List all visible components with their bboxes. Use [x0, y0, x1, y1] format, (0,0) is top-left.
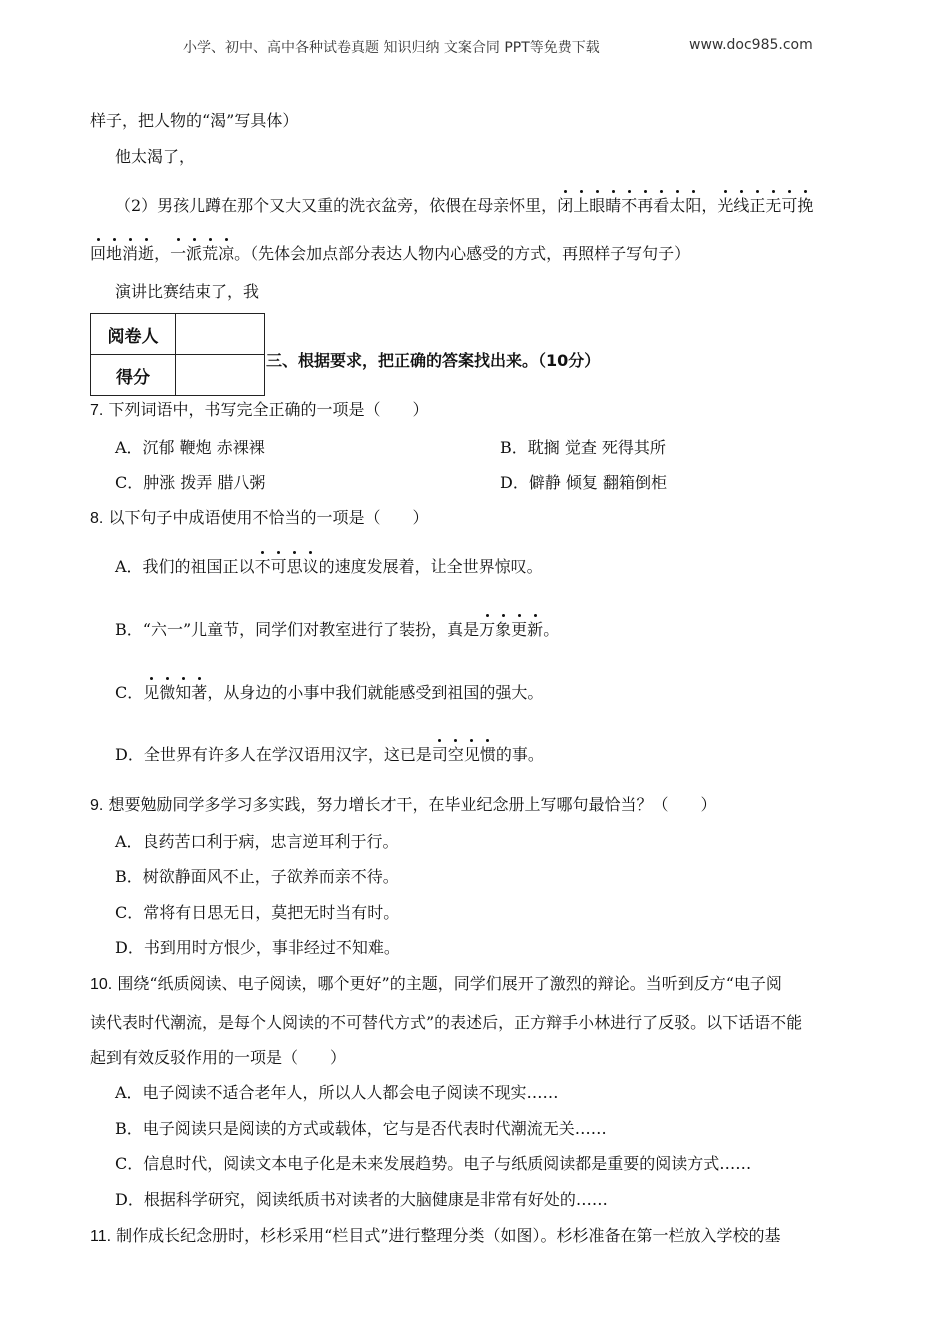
option-text: B．“六一”儿童节，同学们对教室进行了装扮，真是	[115, 620, 480, 639]
q10-stem-line1	[90, 973, 782, 996]
q7-option-d: D．僻静 倾复 翻箱倒柜	[500, 473, 668, 492]
idiom-emphasis	[432, 745, 496, 764]
q8-option-b	[115, 619, 559, 641]
q2-text: ，	[701, 196, 718, 215]
emphasis-char: 正	[749, 196, 766, 215]
emphasis-char: 太	[669, 196, 686, 215]
option-text: D．全世界有许多人在学汉语用汉字，这已是	[115, 745, 432, 764]
q2-emphasis	[717, 196, 813, 215]
emphasis-char: 线	[733, 196, 750, 215]
emphasis-char: 阳	[685, 196, 702, 215]
idiom-emphasis	[479, 620, 543, 639]
emphasis-char: 无	[765, 196, 782, 215]
emphasis-char: 荒	[202, 244, 219, 263]
emphasis-char: 更	[511, 620, 528, 639]
option-text: C．	[115, 683, 144, 702]
emphasis-char: 空	[447, 745, 464, 764]
q2-line2	[90, 243, 690, 265]
emphasis-char: 睛	[605, 196, 622, 215]
emphasis-char: 知	[175, 683, 192, 702]
q2-emphasis	[170, 244, 234, 263]
header-site-text: 小学、初中、高中各种试卷真题 知识归纳 文案合同 PPT等免费下载	[183, 40, 600, 56]
sentence-line: 他太渴了，	[115, 147, 196, 166]
reviewer-blank	[176, 314, 265, 355]
question-text: 下列词语中，书写完全正确的一项是（ ）	[108, 400, 429, 419]
q9-option-b: B．树欲静面风不止，子欲养而亲不待。	[115, 867, 399, 886]
score-blank	[176, 355, 265, 396]
reviewer-label: 阅卷人	[91, 314, 176, 355]
emphasis-char: 司	[431, 745, 448, 764]
emphasis-char: 可	[781, 196, 798, 215]
emphasis-char: 万	[479, 620, 496, 639]
q7-option-b: B．耽搁 觉查 死得其所	[500, 438, 666, 457]
q10-stem-line2: 读代表时代潮流，是每个人阅读的不可替代方式”的表述后，正方辩手小林进行了反驳。以下话语不能	[90, 1013, 803, 1032]
sentence-line: 样子，把人物的“渴”写具体）	[90, 111, 299, 130]
question-number: 9.	[90, 797, 104, 814]
emphasis-char: 见	[463, 745, 480, 764]
emphasis-char: 著	[191, 683, 208, 702]
header-url[interactable]: www.doc985.com	[689, 37, 813, 53]
q7-option-a: A．沉郁 鞭炮 赤裸裸	[115, 438, 265, 457]
emphasis-char: 看	[653, 196, 670, 215]
option-text: 。	[543, 620, 560, 639]
question-number: 10.	[90, 976, 113, 993]
emphasis-char: 眼	[589, 196, 606, 215]
emphasis-char: 议	[302, 557, 319, 576]
q10-option-d: D．根据科学研究，阅读纸质书对读者的大脑健康是非常有好处的……	[115, 1190, 608, 1209]
emphasis-char: 不	[254, 557, 271, 576]
emphasis-char: 再	[637, 196, 654, 215]
q2-emphasis	[90, 244, 154, 263]
q10-option-b: B．电子阅读只是阅读的方式或载体，它与是否代表时代潮流无关……	[115, 1119, 607, 1138]
emphasis-char: 不	[621, 196, 638, 215]
q9-option-d: D．书到用时方恨少，事非经过不知难。	[115, 938, 400, 957]
emphasis-char: 象	[495, 620, 512, 639]
question-text: 想要勉励同学多学习多实践，努力增长才干，在毕业纪念册上写哪句最恰当？（ ）	[108, 795, 717, 814]
q7-option-c: C．肿涨 拨弄 腊八粥	[115, 473, 266, 492]
emphasis-char: 地	[106, 244, 123, 263]
q10-option-c: C．信息时代，阅读文本电子化是未来发展趋势。电子与纸质阅读都是重要的阅读方式……	[115, 1154, 752, 1173]
option-text: A．我们的祖国正以	[115, 557, 255, 576]
question-number: 11.	[90, 1228, 112, 1245]
score-table	[90, 313, 265, 396]
emphasis-char: 挽	[797, 196, 814, 215]
question-text: 制作成长纪念册时，杉杉采用“栏目式”进行整理分类（如图）。杉杉准备在第一栏放入学校的基	[116, 1226, 781, 1245]
q10-stem-line3: 起到有效反驳作用的一项是（ ）	[90, 1048, 347, 1067]
q9-option-a: A．良药苦口利于病，忠言逆耳利于行。	[115, 832, 399, 851]
emphasis-char: 派	[186, 244, 203, 263]
option-text: ，从身边的小事中我们就能感受到祖国的强大。	[207, 683, 544, 702]
emphasis-char: 一	[170, 244, 187, 263]
q8-option-a	[115, 556, 543, 578]
emphasis-char: 上	[573, 196, 590, 215]
emphasis-char: 微	[159, 683, 176, 702]
emphasis-char: 闭	[557, 196, 574, 215]
emphasis-char: 思	[286, 557, 303, 576]
section-title: 三、根据要求，把正确的答案找出来。（10分）	[266, 351, 601, 370]
q8-stem	[90, 507, 428, 530]
idiom-emphasis	[143, 683, 207, 702]
emphasis-char: 惯	[479, 745, 496, 764]
q10-option-a: A．电子阅读不适合老年人，所以人人都会电子阅读不现实……	[115, 1083, 559, 1102]
q11-stem	[90, 1225, 781, 1248]
question-number: 7.	[90, 402, 104, 419]
q2-text: ，	[154, 244, 171, 263]
question-number: 8.	[90, 510, 104, 527]
emphasis-char: 回	[90, 244, 107, 263]
emphasis-char: 可	[270, 557, 287, 576]
practice-line: 演讲比赛结束了，我	[115, 282, 260, 301]
score-label: 得分	[91, 355, 176, 396]
q9-option-c: C．常将有日思无日，莫把无时当有时。	[115, 903, 400, 922]
q9-stem	[90, 794, 716, 817]
q2-line1	[115, 195, 813, 217]
q8-option-d	[115, 744, 544, 766]
q7-stem	[90, 399, 428, 422]
emphasis-char: 新	[527, 620, 544, 639]
emphasis-char: 逝	[138, 244, 155, 263]
q2-emphasis	[557, 196, 701, 215]
q8-option-c	[115, 682, 543, 704]
question-text: 围绕“纸质阅读、电子阅读，哪个更好”的主题，同学们展开了激烈的辩论。当听到反方“电子阅	[117, 974, 782, 993]
option-text: 的事。	[495, 745, 544, 764]
q2-text: （2）男孩儿蹲在那个又大又重的洗衣盆旁，依偎在母亲怀里，	[115, 196, 558, 215]
emphasis-char: 见	[143, 683, 160, 702]
emphasis-char: 光	[717, 196, 734, 215]
q2-text: 。（先体会加点部分表达人物内心感受的方式，再照样子写句子）	[234, 244, 691, 263]
idiom-emphasis	[255, 557, 319, 576]
option-text: 的速度发展着，让全世界惊叹。	[318, 557, 543, 576]
emphasis-char: 消	[122, 244, 139, 263]
emphasis-char: 凉	[218, 244, 235, 263]
question-text: 以下句子中成语使用不恰当的一项是（ ）	[108, 508, 429, 527]
